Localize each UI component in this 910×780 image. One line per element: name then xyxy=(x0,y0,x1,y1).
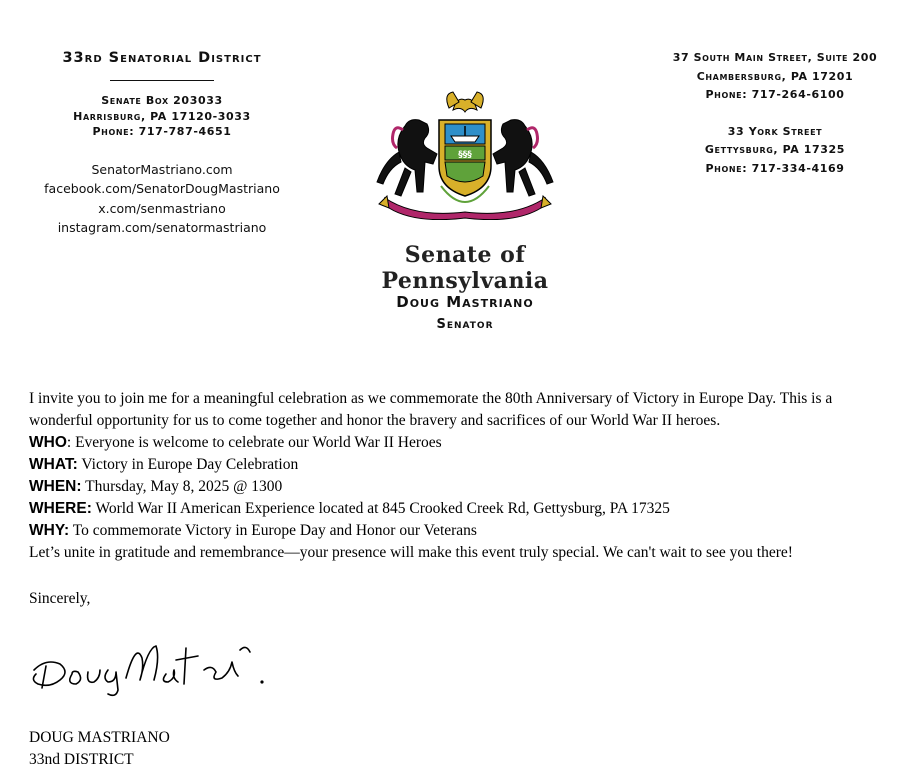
senate-box: Senate Box 203033 xyxy=(101,94,223,107)
where-text: World War II American Experience located at 845 Crooked Creek Rd, Gettysburg, PA 17325 xyxy=(91,500,670,517)
online-links xyxy=(22,160,302,238)
when-line xyxy=(29,476,889,498)
who-text: : Everyone is welcome to celebrate our World War II Heroes xyxy=(66,434,442,451)
what-label: WHAT: xyxy=(29,456,78,473)
what-text: Victory in Europe Day Celebration xyxy=(77,456,299,473)
when-text: Thursday, May 8, 2025 @ 1300 xyxy=(81,478,283,495)
when-label: WHEN: xyxy=(29,478,82,495)
where-line xyxy=(29,498,889,520)
who-line xyxy=(29,432,889,454)
why-line xyxy=(29,520,889,542)
divider xyxy=(110,80,214,81)
chambersburg-phone: Phone: 717-264-6100 xyxy=(705,88,845,101)
instagram-link[interactable]: instagram.com/senatormastriano xyxy=(57,220,267,235)
x-link[interactable]: x.com/senmastriano xyxy=(98,200,226,216)
signer-district: 33nd DISTRICT xyxy=(29,751,134,768)
why-text: To commemorate Victory in Europe Day and Honor our Veterans xyxy=(69,522,477,539)
valediction: Sincerely, xyxy=(29,590,91,607)
pennsylvania-seal-icon xyxy=(365,90,565,220)
gettysburg-city: Gettysburg, PA 17325 xyxy=(704,143,846,156)
svg-text:§§§: §§§ xyxy=(458,150,472,160)
right-letterhead xyxy=(655,49,895,178)
senator-role: Senator xyxy=(436,317,494,332)
signature-block xyxy=(29,727,170,771)
gettysburg-phone: Phone: 717-334-4169 xyxy=(705,161,845,175)
harrisburg-phone: Phone: 717-787-4651 xyxy=(92,125,232,138)
who-label: WHO xyxy=(29,434,67,451)
harrisburg-address: Harrisburg, PA 17120-3033 xyxy=(73,109,251,123)
closing-line: Let’s unite in gratitude and remembrance—your presence will make this event truly special. We can't wait to see you there! xyxy=(29,544,793,561)
chambersburg-city: Chambersburg, PA 17201 xyxy=(696,69,854,83)
left-letterhead xyxy=(22,50,302,238)
senator-name: Doug Mastriano xyxy=(396,293,534,311)
signer-name: DOUG MASTRIANO xyxy=(29,729,170,746)
letter-body xyxy=(29,388,889,564)
why-label: WHY: xyxy=(29,522,70,539)
website-link[interactable]: SenatorMastriano.com xyxy=(91,161,233,177)
facebook-link[interactable]: facebook.com/SenatorDougMastriano xyxy=(44,181,280,196)
district-title: 33rd Senatorial District xyxy=(62,50,262,66)
gettysburg-street: 33 York Street xyxy=(727,124,823,138)
what-line xyxy=(29,454,889,476)
signature-image xyxy=(26,628,276,700)
intro-paragraph: I invite you to join me for a meaningful celebration as we commemorate the 80th Anniversary of Victory in Europe Day. This is a wonderful opportunity for us to come together and honor the bravery and sacrifices of our World War II heroes. xyxy=(29,390,833,429)
chambersburg-street: 37 South Main Street, Suite 200 xyxy=(672,51,878,64)
where-label: WHERE: xyxy=(29,500,92,517)
senate-title: Senate of Pennsylvania xyxy=(381,242,549,294)
